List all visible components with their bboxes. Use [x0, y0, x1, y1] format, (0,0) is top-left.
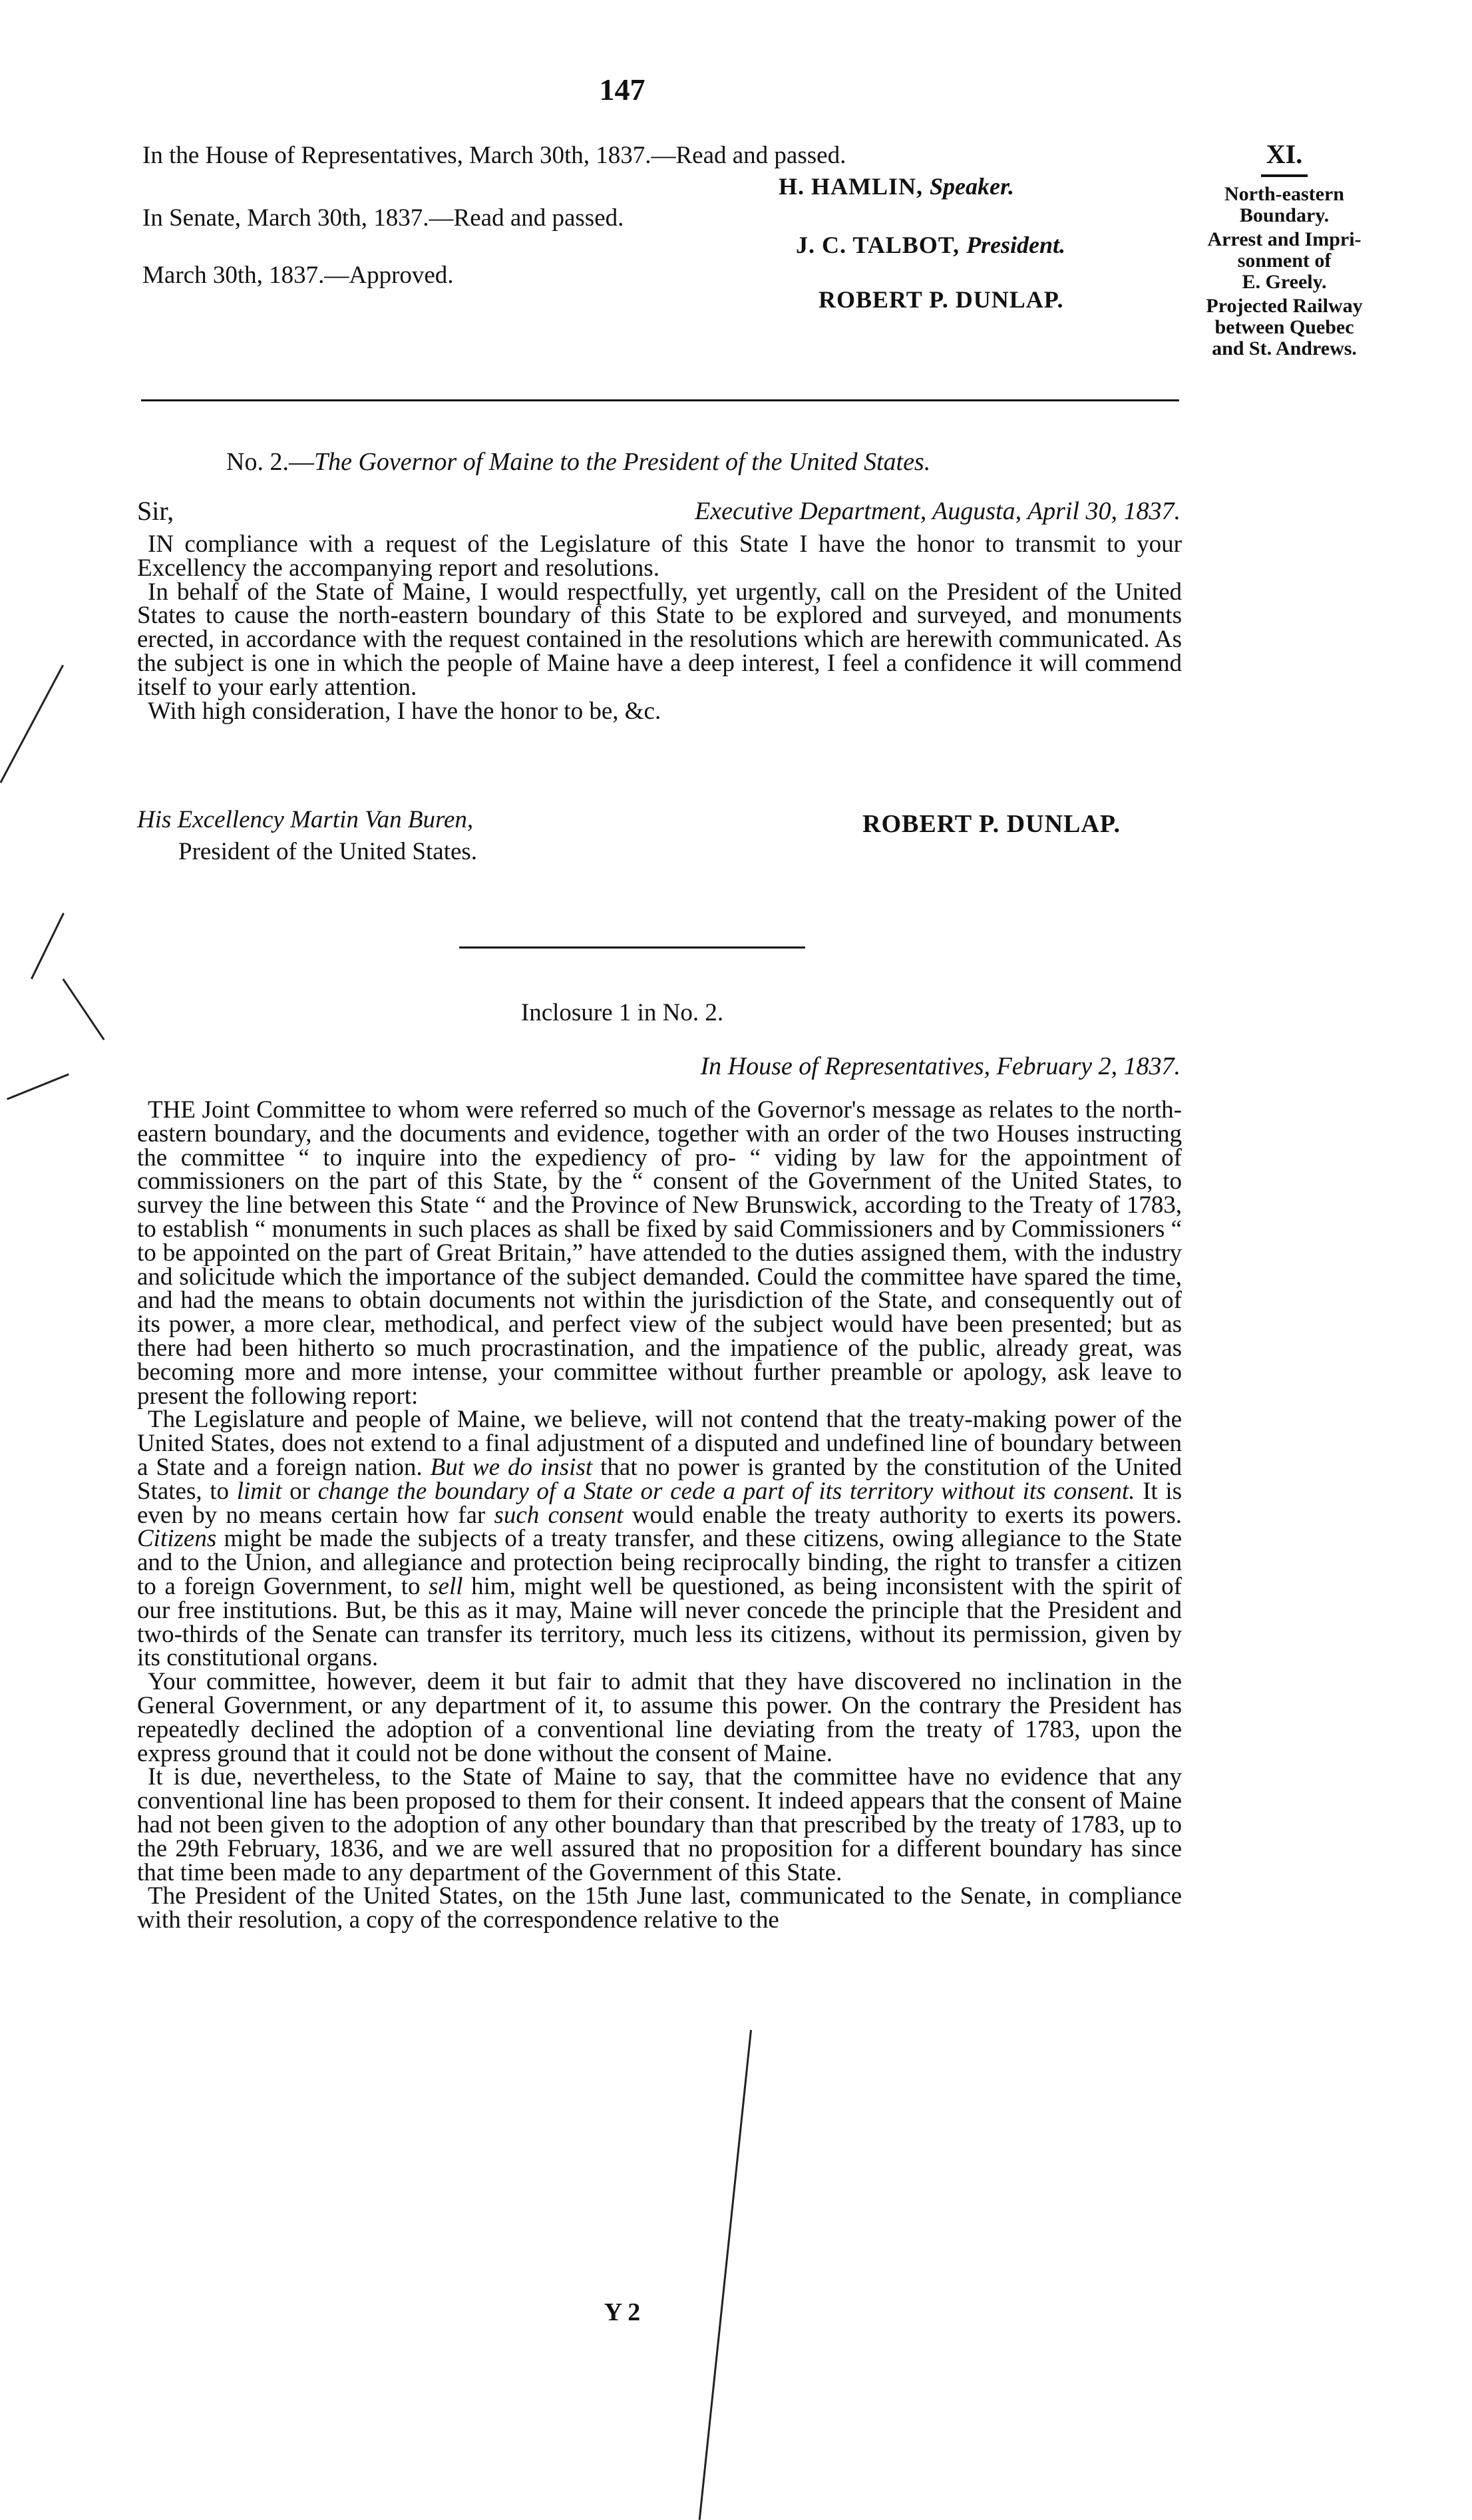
p2-emph-consent: such consent [494, 1501, 624, 1529]
letter-heading [226, 447, 930, 477]
p2-emph-insist: But we do insist [430, 1453, 593, 1481]
pencil-mark-5 [699, 2030, 752, 2520]
p2-emph-limit: limit [236, 1477, 282, 1505]
letter-paragraph-1: IN compliance with a request of the Legislature of this State I have the honor to transmit to your Excellency the accompanying report and resolutions. [137, 530, 1182, 582]
header-divider [141, 399, 1179, 401]
letter-dateline: Executive Department, Augusta, April 30, 1837. [695, 497, 1181, 525]
inclosure-paragraph-5: The President of the United States, on the 15th June last, communicated to the Senate, in compliance with their resolution, a copy of the correspondence relative to the [137, 1882, 1182, 1934]
senate-passed-line: In Senate, March 30th, 1837.—Read and passed. [142, 204, 624, 232]
president-signature [796, 230, 1065, 260]
section-divider [459, 946, 805, 948]
section-number: XI. [1266, 139, 1303, 169]
p2-text-m: him, might well be questioned, as being inconsistent with the spirit of our free institutions. But, be this as it may, Maine will never concede the principle that the President and two-thirds of the Senate can transfer its territory, much less its citizens, without its permission, given by its constitutional organs. [137, 1572, 1182, 1672]
speaker-name: H. HAMLIN, [779, 173, 923, 200]
pencil-mark-2 [31, 913, 65, 979]
speaker-signature [779, 172, 1014, 201]
margin-topic-2c: E. Greely. [1242, 271, 1327, 293]
page-number: 147 [599, 73, 645, 106]
p2-text-k: might be made the subjects of a treaty transfer, and these citizens, owing allegiance to the State and to the Union, and allegiance and protection being reciprocally binding, the right to transfer a citizen to a foreign Government, to [137, 1525, 1182, 1600]
p2-emph-sell: sell [429, 1572, 463, 1600]
p2-emph-change: change the boundary of a State or cede a part of its territory without its consent. [317, 1477, 1135, 1505]
p2-text-c: that no power is granted by the constitution of the United States, to [137, 1453, 1183, 1505]
margin-rule [1261, 174, 1308, 177]
margin-topic-1a: North-eastern [1224, 183, 1344, 205]
p2-emph-citizens: Citizens [137, 1525, 217, 1553]
letter-number: No. 2.— [226, 448, 314, 476]
inclosure-paragraph-2 [137, 1408, 1182, 1670]
letter-title: The Governor of Maine to the President of the United States. [313, 448, 931, 476]
governor-signature: ROBERT P. DUNLAP. [819, 286, 1064, 313]
inclosure-body [137, 1098, 1182, 1932]
margin-note [1171, 138, 1397, 359]
letter-body [137, 532, 1182, 723]
margin-topic-2a: Arrest and Impri- [1207, 228, 1362, 250]
pencil-mark-4 [7, 1074, 69, 1100]
letter-signature: ROBERT P. DUNLAP. [862, 810, 1121, 838]
margin-topic-2b: sonment of [1237, 250, 1332, 272]
inclosure-dateline: In House of Representatives, February 2, 1837. [700, 1052, 1181, 1080]
speaker-title: Speaker. [930, 173, 1015, 200]
inclosure-heading: Inclosure 1 in No. 2. [520, 999, 724, 1026]
letter-paragraph-2: In behalf of the State of Maine, I would respectfully, yet urgently, call on the President of the United States to cause the north-eastern boundary of this State to be explored and surveyed, and monuments erected, in accordance with the request contained in the resolutions which are herewith communicated. As the subject is one in which the people of Maine have a deep interest, I feel a confidence it will commend itself to your early attention. [137, 578, 1182, 701]
p2-text-e: or [281, 1477, 318, 1505]
p2-text-a: The Legislature and people of Maine, we believe, will not contend that the treaty-making power of the United States, does not extend to a final adjustment of a disputed and undefined line of boundary between a State and a foreign nation. [137, 1406, 1182, 1481]
margin-topic-1b: Boundary. [1239, 204, 1330, 226]
approved-line: March 30th, 1837.—Approved. [142, 262, 454, 289]
letter-salutation: Sir, [137, 496, 174, 526]
inclosure-paragraph-1: THE Joint Committee to whom were referred so much of the Governor's message as relates to the north-eastern boundary, and the documents and evidence, together with an order of the two Houses instructing the committee “ to inquire into the expediency of pro- “ viding by law for the appointment of commissioners on the part of this State, by the “ consent of the Government of the United States, to survey the line between this State “ and the Province of New Brunswick, according to the Treaty of 1783, to establish “ monuments in such places as shall be fixed by said Commissioners and by Commissioners “ to be appointed on the part of Great Britain,” have attended to the duties assigned them, with the industry and solicitude which the importance of the subject demanded. Could the committee have spared the time, and had the means to obtain documents not within the jurisdiction of the State, and consequently out of its power, a more clear, methodical, and perfect view of the subject would have been presented; but as there had been hitherto so much procrastination, and the impatience of the public, already great, was becoming more and more intense, your committee without further preamble or apology, ask leave to present the following report: [137, 1096, 1182, 1410]
p2-text-i: would enable the treaty authority to exerts its powers. [623, 1501, 1182, 1529]
signature-mark: Y 2 [604, 2298, 641, 2326]
p2-text-g: It is even by no means certain how far [137, 1477, 1183, 1529]
margin-topic-3b: between Quebec [1214, 316, 1354, 338]
president-name: J. C. TALBOT, [796, 232, 960, 258]
president-title: President. [966, 232, 1066, 258]
house-passed-line: In the House of Representatives, March 30th, 1837.—Read and passed. [142, 142, 846, 169]
letter-closing: With high consideration, I have the honor to be, &c. [148, 697, 661, 725]
inclosure-paragraph-4: It is due, nevertheless, to the State of Maine to say, that the committee have no evidence that any conventional line has been proposed to them for their consent. It indeed appears that the consent of Maine had not been given to the adoption of any other boundary than that prescribed by the treaty of 1783, up to the 29th February, 1836, and we are well assured that no proposition for a different boundary has since that time been made to any department of the Government of this State. [137, 1763, 1182, 1886]
margin-topic-3c: and St. Andrews. [1212, 337, 1357, 359]
margin-topic-3a: Projected Railway [1206, 295, 1363, 317]
letter-addressee-title: President of the United States. [178, 838, 478, 865]
inclosure-paragraph-3: Your committee, however, deem it but fair to admit that they have discovered no inclination in the General Government, or any department of it, to assume this power. On the contrary the President has repeatedly declined the adoption of a conventional line deviating from the treaty of 1783, upon the express ground that it could not be done without the consent of Maine. [137, 1668, 1182, 1767]
letter-addressee: His Excellency Martin Van Buren, [137, 806, 474, 833]
pencil-mark-1 [0, 665, 64, 783]
